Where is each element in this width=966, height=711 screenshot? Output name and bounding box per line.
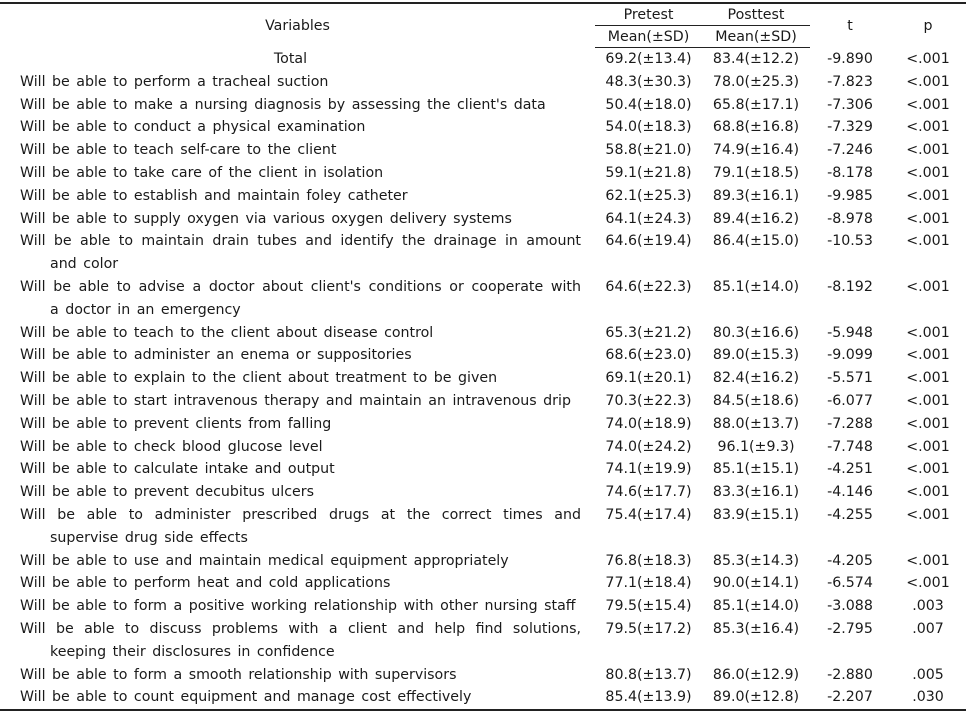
header-variables: Variables xyxy=(0,3,595,48)
variable-label: Will be able to advise a doctor about client's conditions or cooperate with a doctor in an emergency xyxy=(20,278,581,318)
posttest-cell: 86.0(±12.9) xyxy=(712,666,800,683)
table-row xyxy=(0,504,966,550)
posttest-cell: 90.0(±14.1) xyxy=(712,575,800,592)
table-row xyxy=(0,367,966,390)
t-value-cell: -10.53 xyxy=(827,233,873,250)
posttest-cell: 88.0(±13.7) xyxy=(712,415,800,432)
posttest-cell: 83.4(±12.2) xyxy=(712,51,800,67)
variable-label: Will be able to explain to the client about treatment to be given xyxy=(20,370,498,387)
pretest-cell: 79.5(±17.2) xyxy=(605,620,692,637)
t-value-cell: -7.748 xyxy=(827,438,873,455)
t-value-cell: -9.890 xyxy=(827,50,873,67)
posttest-cell: 85.1(±14.0) xyxy=(712,598,800,615)
posttest-cell: 85.3(±14.3) xyxy=(712,552,800,569)
t-value-cell: -2.207 xyxy=(810,686,890,710)
variable-cell xyxy=(0,344,595,367)
posttest-cell: 89.4(±16.2) xyxy=(712,210,800,227)
t-value-cell: -9.099 xyxy=(827,347,873,364)
t-value-cell: -7.288 xyxy=(827,415,873,432)
t-value-cell: -4.146 xyxy=(827,484,873,501)
table-row xyxy=(0,94,966,117)
variable-label: Will be able to maintain drain tubes and identify the drainage in amount and color xyxy=(20,233,581,273)
posttest-cell: 85.3(±16.4) xyxy=(712,620,800,637)
p-value-cell: <.001 xyxy=(906,50,950,67)
variable-cell xyxy=(0,550,595,573)
p-value-cell: <.001 xyxy=(906,415,950,432)
table-row xyxy=(0,185,966,208)
p-value-cell: <.001 xyxy=(906,142,950,159)
results-table xyxy=(0,2,966,711)
table-row xyxy=(0,344,966,367)
variable-label: Will be able to check blood glucose level xyxy=(20,438,323,455)
p-value-cell: .003 xyxy=(912,598,944,615)
pretest-cell: 74.0(±18.9) xyxy=(605,415,692,432)
table-row xyxy=(0,71,966,94)
pretest-cell: 50.4(±18.0) xyxy=(605,96,692,113)
variable-cell xyxy=(0,618,595,664)
posttest-cell: 65.8(±17.1) xyxy=(712,96,800,113)
p-value-cell: <.001 xyxy=(906,73,950,90)
table-row xyxy=(0,116,966,139)
t-value-cell: -2.880 xyxy=(827,666,873,683)
pretest-cell: 64.6(±22.3) xyxy=(605,278,692,295)
table-row xyxy=(0,458,966,481)
variable-label: Will be able to conduct a physical examination xyxy=(20,119,366,136)
variable-cell xyxy=(0,208,595,231)
variable-label: Will be able to supply oxygen via various oxygen delivery systems xyxy=(20,210,512,227)
pretest-cell: 69.2(±13.4) xyxy=(605,51,692,67)
posttest-cell: 86.4(±15.0) xyxy=(712,233,800,250)
variable-label: Will be able to prevent decubitus ulcers xyxy=(20,484,314,501)
pretest-cell: 77.1(±18.4) xyxy=(605,575,692,592)
variable-cell xyxy=(0,595,595,618)
header-p: p xyxy=(890,3,966,48)
p-value-cell: <.001 xyxy=(906,347,950,364)
pretest-cell: 75.4(±17.4) xyxy=(605,506,692,523)
variable-label: Will be able to teach to the client about disease control xyxy=(20,324,434,341)
variable-cell xyxy=(0,94,595,117)
variable-cell xyxy=(0,48,595,71)
header-pretest: Pretest xyxy=(595,3,702,26)
p-value-cell: <.001 xyxy=(906,233,950,250)
variable-cell xyxy=(0,504,595,550)
posttest-cell: 68.8(±16.8) xyxy=(712,119,800,136)
header-posttest: Posttest xyxy=(702,3,810,26)
p-value-cell: <.001 xyxy=(906,438,950,455)
variable-label: Will be able to form a smooth relationship with supervisors xyxy=(20,666,457,683)
p-value-cell: <.001 xyxy=(906,575,950,592)
variable-cell xyxy=(0,572,595,595)
variable-cell xyxy=(0,162,595,185)
posttest-cell: 84.5(±18.6) xyxy=(712,392,800,409)
t-value-cell: -6.574 xyxy=(827,575,873,592)
table-row xyxy=(0,481,966,504)
table-row xyxy=(0,664,966,687)
p-value-cell: <.001 xyxy=(906,119,950,136)
variable-label: Will be able to teach self-care to the client xyxy=(20,142,337,159)
p-value-cell: <.001 xyxy=(906,370,950,387)
posttest-cell: 83.9(±15.1) xyxy=(712,506,800,523)
table-row xyxy=(0,230,966,276)
variable-label: Will be able to establish and maintain foley catheter xyxy=(20,187,408,204)
pretest-cell: 85.4(±13.9) xyxy=(595,686,702,710)
p-value-cell: <.001 xyxy=(906,324,950,341)
table-row xyxy=(0,276,966,322)
table-row xyxy=(0,686,966,710)
pretest-cell: 65.3(±21.2) xyxy=(605,324,692,341)
pretest-cell: 74.0(±24.2) xyxy=(605,438,692,455)
pretest-cell: 80.8(±13.7) xyxy=(605,666,692,683)
pretest-cell: 68.6(±23.0) xyxy=(605,347,692,364)
table-row xyxy=(0,390,966,413)
t-value-cell: -8.178 xyxy=(827,164,873,181)
t-value-cell: -8.978 xyxy=(827,210,873,227)
pretest-cell: 74.1(±19.9) xyxy=(605,461,692,478)
t-value-cell: -9.985 xyxy=(827,187,873,204)
variable-label: Will be able to count equipment and manage cost effectively xyxy=(20,689,472,706)
pretest-cell: 62.1(±25.3) xyxy=(605,187,692,204)
table-row xyxy=(0,208,966,231)
t-value-cell: -5.948 xyxy=(827,324,873,341)
t-value-cell: -5.571 xyxy=(827,370,873,387)
pretest-cell: 54.0(±18.3) xyxy=(605,119,692,136)
variable-label: Will be able to take care of the client in isolation xyxy=(20,164,384,181)
variable-cell xyxy=(0,139,595,162)
t-value-cell: -7.246 xyxy=(827,142,873,159)
posttest-cell: 74.9(±16.4) xyxy=(712,142,800,159)
t-value-cell: -4.251 xyxy=(827,461,873,478)
variable-label: Total xyxy=(273,50,308,67)
variable-label: Will be able to use and maintain medical equipment appropriately xyxy=(20,552,509,569)
variable-label: Will be able to perform heat and cold applications xyxy=(20,575,391,592)
posttest-cell: 80.3(±16.6) xyxy=(712,324,800,341)
header-pretest-mean-sd: Mean(±SD) xyxy=(595,26,702,48)
pretest-cell: 79.5(±15.4) xyxy=(605,598,692,615)
t-value-cell: -2.795 xyxy=(827,620,873,637)
pretest-cell: 70.3(±22.3) xyxy=(605,392,692,409)
posttest-cell: 89.3(±16.1) xyxy=(712,187,800,204)
variable-cell xyxy=(0,664,595,687)
pretest-cell: 64.6(±19.4) xyxy=(605,233,692,250)
posttest-cell: 83.3(±16.1) xyxy=(712,484,800,501)
p-value-cell: <.001 xyxy=(906,164,950,181)
variable-cell xyxy=(0,185,595,208)
variable-label: Will be able to perform a tracheal suction xyxy=(20,73,329,90)
table-row-total xyxy=(0,48,966,71)
pretest-cell: 64.1(±24.3) xyxy=(605,210,692,227)
p-value-cell: <.001 xyxy=(906,484,950,501)
variable-cell xyxy=(0,436,595,459)
variable-label: Will be able to administer an enema or suppositories xyxy=(20,347,412,364)
p-value-cell: <.001 xyxy=(906,392,950,409)
posttest-cell: 79.1(±18.5) xyxy=(712,164,800,181)
variable-cell xyxy=(0,276,595,322)
pretest-cell: 74.6(±17.7) xyxy=(605,484,692,501)
p-value-cell: .007 xyxy=(912,620,944,637)
t-value-cell: -4.255 xyxy=(827,506,873,523)
t-value-cell: -6.077 xyxy=(827,392,873,409)
p-value-cell: <.001 xyxy=(906,187,950,204)
variable-cell xyxy=(0,367,595,390)
variable-label: Will be able to start intravenous therapy and maintain an intravenous drip xyxy=(20,392,571,409)
posttest-cell: 89.0(±12.8) xyxy=(702,686,810,710)
variable-cell xyxy=(0,116,595,139)
variable-label: Will be able to prevent clients from falling xyxy=(20,415,332,432)
variable-cell xyxy=(0,481,595,504)
p-value-cell: <.001 xyxy=(906,278,950,295)
variable-label: Will be able to form a positive working relationship with other nursing staff xyxy=(20,598,576,615)
variable-cell xyxy=(0,390,595,413)
posttest-cell: 85.1(±14.0) xyxy=(712,278,800,295)
table-row xyxy=(0,413,966,436)
variable-cell xyxy=(0,686,595,710)
posttest-cell: 78.0(±25.3) xyxy=(712,73,800,90)
variable-label: Will be able to make a nursing diagnosis by assessing the client's data xyxy=(20,96,546,113)
p-value-cell: <.001 xyxy=(906,461,950,478)
p-value-cell: <.001 xyxy=(906,96,950,113)
pretest-cell: 59.1(±21.8) xyxy=(605,164,692,181)
table-row xyxy=(0,572,966,595)
variable-cell xyxy=(0,71,595,94)
table-row xyxy=(0,595,966,618)
table-body xyxy=(0,48,966,711)
table-row xyxy=(0,550,966,573)
header-posttest-mean-sd: Mean(±SD) xyxy=(702,26,810,48)
table-header xyxy=(0,3,966,48)
table-row xyxy=(0,618,966,664)
p-value-cell: .005 xyxy=(912,666,944,683)
variable-cell xyxy=(0,322,595,345)
posttest-cell: 82.4(±16.2) xyxy=(712,370,800,387)
t-value-cell: -7.823 xyxy=(827,73,873,90)
p-value-cell: .030 xyxy=(890,686,966,710)
posttest-cell: 96.1(±9.3) xyxy=(717,438,795,455)
p-value-cell: <.001 xyxy=(906,210,950,227)
p-value-cell: <.001 xyxy=(906,552,950,569)
t-value-cell: -8.192 xyxy=(827,278,873,295)
table-row xyxy=(0,139,966,162)
variable-cell xyxy=(0,230,595,276)
variable-label: Will be able to calculate intake and output xyxy=(20,461,335,478)
pretest-cell: 58.8(±21.0) xyxy=(605,142,692,159)
variable-label: Will be able to discuss problems with a client and help find solutions, keeping their disclosures in confidence xyxy=(20,620,581,660)
table-row xyxy=(0,436,966,459)
variable-cell xyxy=(0,458,595,481)
t-value-cell: -4.205 xyxy=(827,552,873,569)
p-value-cell: <.001 xyxy=(906,506,950,523)
variable-label: Will be able to administer prescribed drugs at the correct times and supervise drug side effects xyxy=(20,506,581,546)
t-value-cell: -3.088 xyxy=(827,598,873,615)
posttest-cell: 85.1(±15.1) xyxy=(712,461,800,478)
t-value-cell: -7.329 xyxy=(827,119,873,136)
header-t: t xyxy=(810,3,890,48)
table-row xyxy=(0,162,966,185)
t-value-cell: -7.306 xyxy=(827,96,873,113)
pretest-cell: 76.8(±18.3) xyxy=(605,552,692,569)
pretest-cell: 69.1(±20.1) xyxy=(605,370,692,387)
pretest-cell: 48.3(±30.3) xyxy=(605,73,692,90)
variable-cell xyxy=(0,413,595,436)
posttest-cell: 89.0(±15.3) xyxy=(712,347,800,364)
table-row xyxy=(0,322,966,345)
